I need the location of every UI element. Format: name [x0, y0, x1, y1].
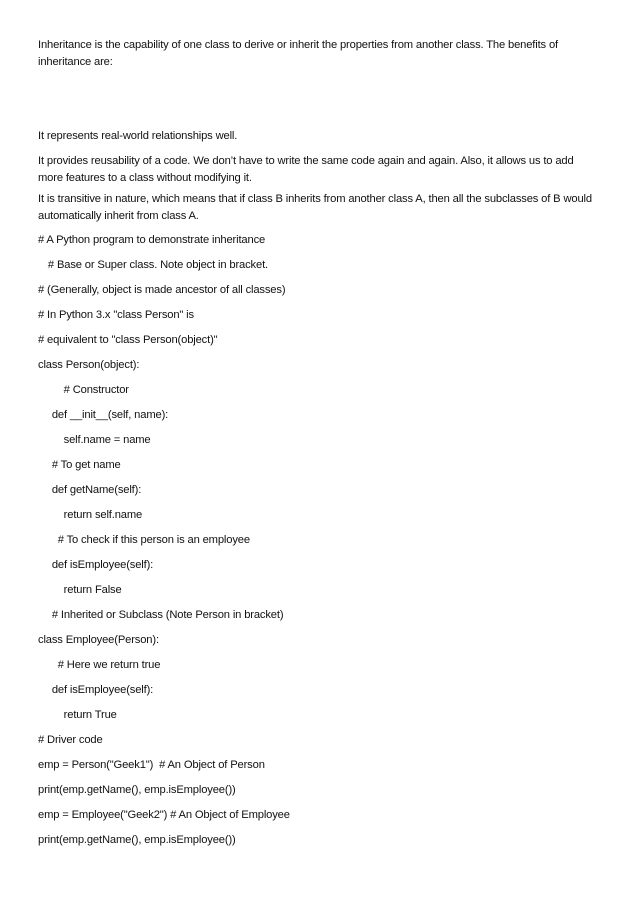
code-line: # equivalent to "class Person(object)" [38, 334, 218, 346]
code-line: class Employee(Person): [38, 634, 159, 646]
code-line: emp = Employee("Geek2") # An Object of Employee [38, 809, 290, 821]
code-line: return self.name [40, 509, 143, 521]
code-line: return False [40, 584, 122, 596]
code-line: # In Python 3.x "class Person" is [38, 309, 194, 321]
code-line: def __init__(self, name): [40, 409, 169, 421]
code-line: def getName(self): [40, 484, 142, 496]
code-line: # Here we return true [40, 659, 161, 671]
code-line: # To get name [40, 459, 121, 471]
code-line: # A Python program to demonstrate inheritance [38, 234, 266, 246]
intro-paragraph: Inheritance is the capability of one class to derive or inherit the properties from another class. The benefits of inheritance are: [38, 39, 558, 68]
benefit-item: It represents real-world relationships well. [38, 130, 238, 142]
code-line: emp = Person("Geek1") # An Object of Person [38, 759, 265, 771]
code-line: class Person(object): [38, 359, 140, 371]
code-line: self.name = name [40, 434, 151, 446]
code-line: # Constructor [40, 384, 129, 396]
code-line: # Inherited or Subclass (Note Person in bracket) [40, 609, 284, 621]
code-line: # Driver code [38, 734, 103, 746]
benefit-item: It provides reusability of a code. We don’t have to write the same code again and again. Also, it allows us to add more features to a class without modifying it. [38, 155, 574, 184]
code-line: def isEmployee(self): [40, 559, 154, 571]
code-line: # To check if this person is an employee [40, 534, 250, 546]
code-line: print(emp.getName(), emp.isEmployee()) [38, 784, 236, 796]
code-line: def isEmployee(self): [40, 684, 154, 696]
code-line: return True [40, 709, 117, 721]
code-line: # (Generally, object is made ancestor of all classes) [38, 284, 286, 296]
code-line: print(emp.getName(), emp.isEmployee()) [38, 834, 236, 846]
code-line: # Base or Super class. Note object in bracket. [42, 259, 268, 271]
benefit-item: It is transitive in nature, which means that if class B inherits from another class A, then all the subclasses of B would automatically inherit from class A. [38, 193, 592, 222]
